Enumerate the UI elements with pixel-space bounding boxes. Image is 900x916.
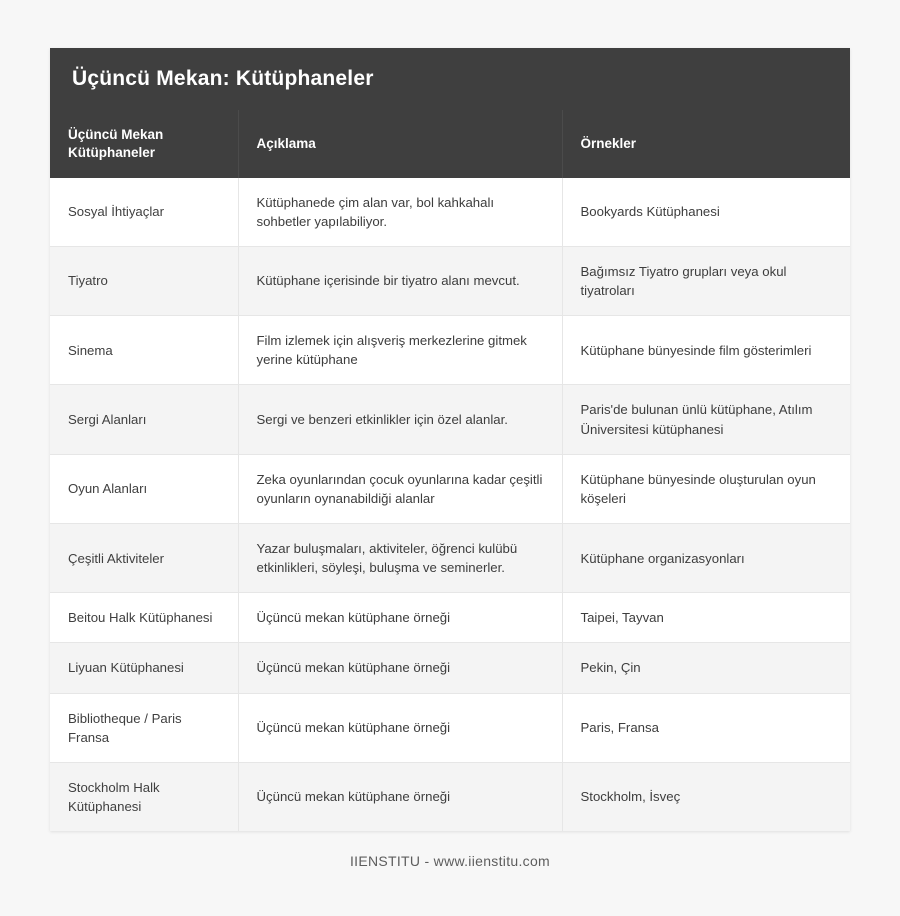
cell-examples: Kütüphane bünyesinde oluşturulan oyun köşeleri	[562, 454, 850, 523]
cell-description: Zeka oyunlarından çocuk oyunlarına kadar çeşitli oyunların oynanabildiği alanlar	[238, 454, 562, 523]
table-head	[50, 110, 850, 178]
table-row	[50, 693, 850, 762]
info-table-card	[50, 48, 850, 831]
cell-name: Stockholm Halk Kütüphanesi	[50, 762, 238, 831]
cell-examples: Bookyards Kütüphanesi	[562, 178, 850, 247]
cell-examples: Pekin, Çin	[562, 643, 850, 693]
table-header-row	[50, 110, 850, 178]
cell-name: Beitou Halk Kütüphanesi	[50, 593, 238, 643]
table-row	[50, 454, 850, 523]
cell-examples: Paris, Fransa	[562, 693, 850, 762]
cell-name: Oyun Alanları	[50, 454, 238, 523]
table-row	[50, 178, 850, 247]
cell-name: Tiyatro	[50, 246, 238, 315]
table-row	[50, 593, 850, 643]
column-header-name: Üçüncü Mekan Kütüphaneler	[50, 110, 238, 178]
cell-name: Sergi Alanları	[50, 385, 238, 454]
cell-description: Üçüncü mekan kütüphane örneği	[238, 762, 562, 831]
column-header-examples: Örnekler	[562, 110, 850, 178]
cell-description: Yazar buluşmaları, aktiviteler, öğrenci kulübü etkinlikleri, söyleşi, buluşma ve seminerler.	[238, 524, 562, 593]
cell-name: Çeşitli Aktiviteler	[50, 524, 238, 593]
table-body	[50, 178, 850, 832]
cell-name: Sinema	[50, 316, 238, 385]
column-header-description: Açıklama	[238, 110, 562, 178]
table-row	[50, 246, 850, 315]
cell-examples: Taipei, Tayvan	[562, 593, 850, 643]
cell-description: Üçüncü mekan kütüphane örneği	[238, 643, 562, 693]
cell-examples: Paris'de bulunan ünlü kütüphane, Atılım Üniversitesi kütüphanesi	[562, 385, 850, 454]
table-row	[50, 524, 850, 593]
table-row	[50, 643, 850, 693]
page-title: Üçüncü Mekan: Kütüphaneler	[72, 67, 374, 90]
table-row	[50, 316, 850, 385]
cell-description: Üçüncü mekan kütüphane örneği	[238, 593, 562, 643]
cell-description: Kütüphanede çim alan var, bol kahkahalı sohbetler yapılabiliyor.	[238, 178, 562, 247]
table-title-bar	[50, 48, 850, 110]
cell-name: Sosyal İhtiyaçlar	[50, 178, 238, 247]
cell-examples: Kütüphane bünyesinde film gösterimleri	[562, 316, 850, 385]
cell-name: Liyuan Kütüphanesi	[50, 643, 238, 693]
footer-attribution: IIENSTITU - www.iienstitu.com	[349, 853, 551, 870]
cell-examples: Kütüphane organizasyonları	[562, 524, 850, 593]
cell-name: Bibliotheque / Paris Fransa	[50, 693, 238, 762]
table-row	[50, 385, 850, 454]
cell-examples: Bağımsız Tiyatro grupları veya okul tiyatroları	[562, 246, 850, 315]
cell-description: Kütüphane içerisinde bir tiyatro alanı mevcut.	[238, 246, 562, 315]
cell-examples: Stockholm, İsveç	[562, 762, 850, 831]
cell-description: Film izlemek için alışveriş merkezlerine gitmek yerine kütüphane	[238, 316, 562, 385]
third-place-libraries-table	[50, 110, 850, 831]
cell-description: Sergi ve benzeri etkinlikler için özel alanlar.	[238, 385, 562, 454]
table-row	[50, 762, 850, 831]
cell-description: Üçüncü mekan kütüphane örneği	[238, 693, 562, 762]
